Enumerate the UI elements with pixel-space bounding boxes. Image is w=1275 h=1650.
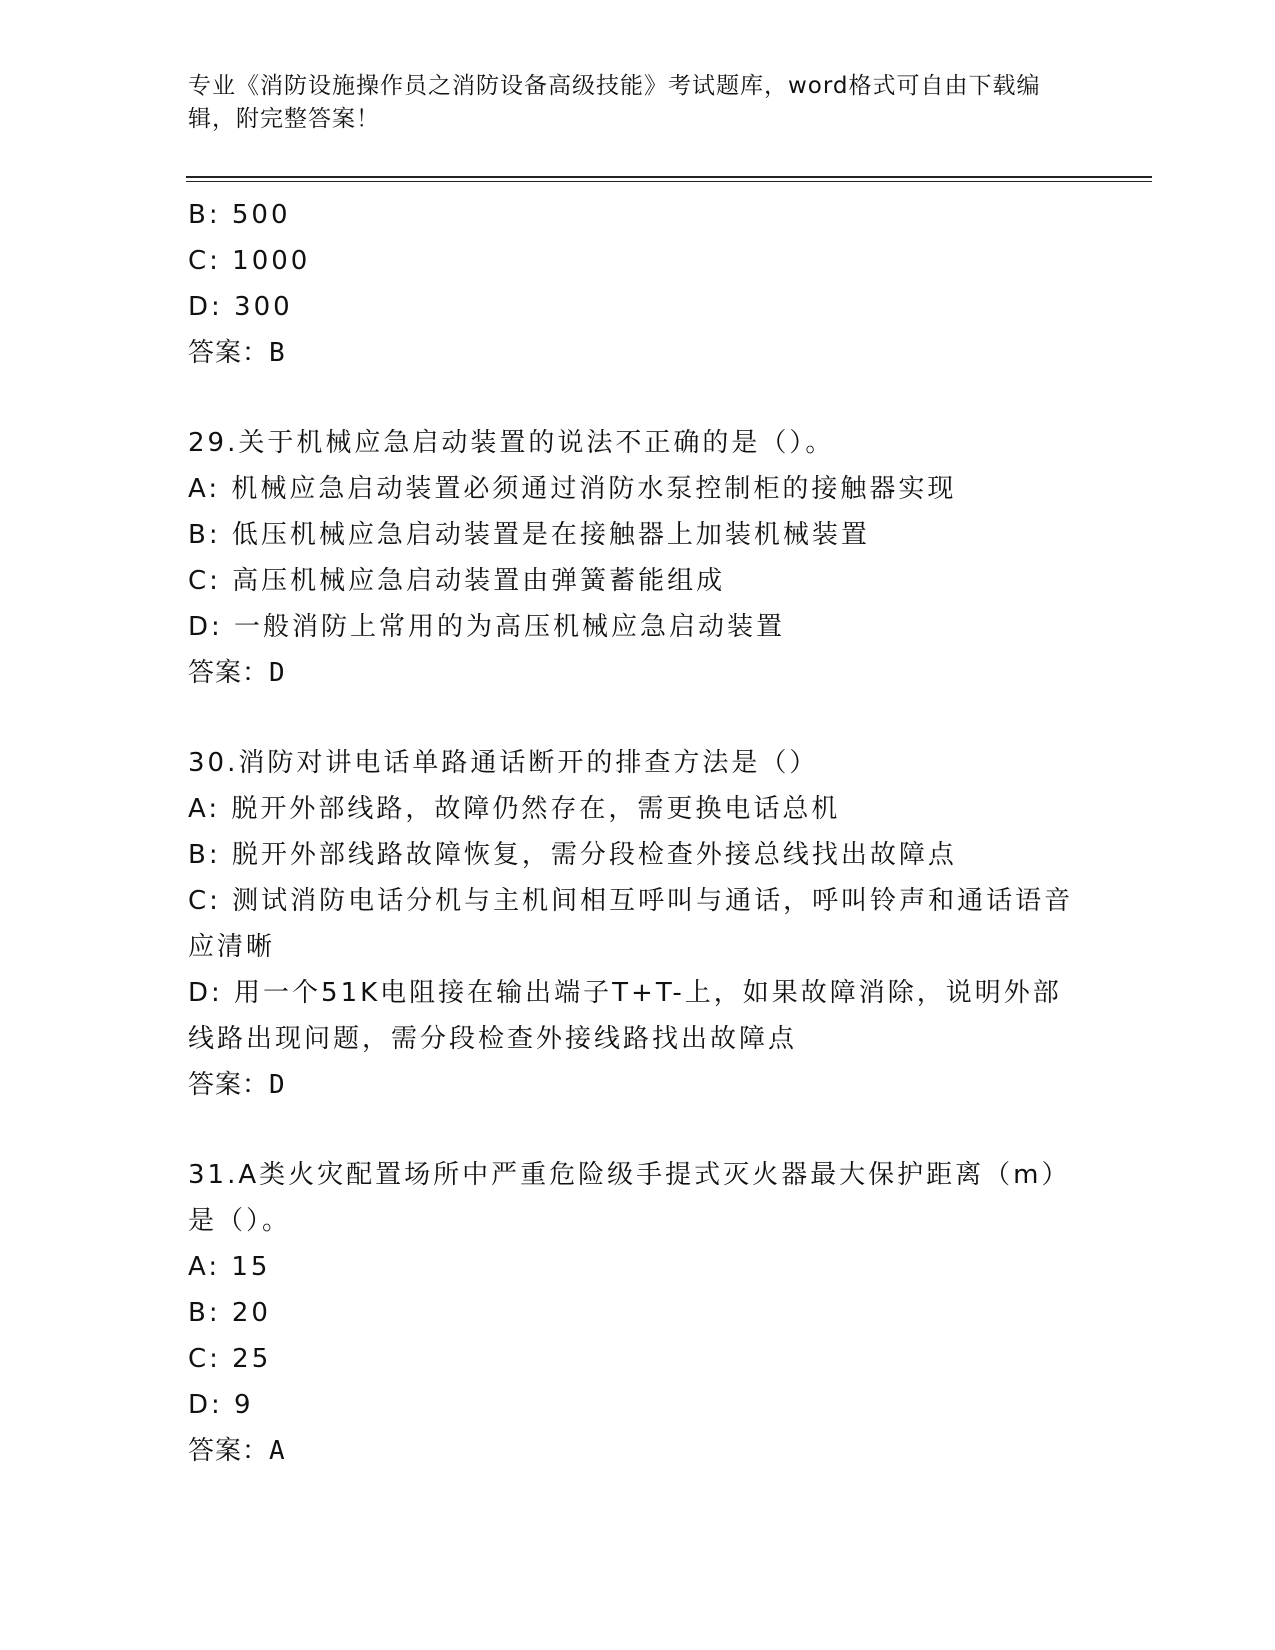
option-b: B: 20 (188, 1298, 271, 1328)
option-a: A: 脱开外部线路，故障仍然存在，需更换电话总机 (188, 794, 841, 824)
answer-line (188, 1428, 1088, 1474)
answer-value: B (269, 338, 286, 368)
option-d: D: 一般消防上常用的为高压机械应急启动装置 (188, 612, 786, 642)
question-list (188, 192, 1088, 1474)
option-a: A: 机械应急启动装置必须通过消防水泵控制柜的接触器实现 (188, 474, 957, 504)
question-29 (188, 420, 1088, 696)
spacer (188, 376, 1088, 420)
option-c: C: 测试消防电话分机与主机间相互呼叫与通话，呼叫铃声和通话语音应清晰 (188, 886, 1074, 962)
question-30 (188, 740, 1088, 1108)
question-31 (188, 1152, 1088, 1474)
header-text: 专业《消防设施操作员之消防设备高级技能》考试题库，word格式可自由下载编辑，附完整答案！ (188, 73, 1041, 132)
question-28-continued (188, 192, 1088, 376)
answer-label: 答案： (188, 338, 270, 368)
answer-value: A (269, 1436, 286, 1466)
option-b: B: 500 (188, 200, 291, 230)
answer-line (188, 650, 1088, 696)
option-b: B: 低压机械应急启动装置是在接触器上加装机械装置 (188, 520, 870, 550)
answer-line (188, 330, 1088, 376)
question-stem: 30.消防对讲电话单路通话断开的排查方法是（） (188, 748, 819, 778)
answer-label: 答案： (188, 658, 270, 688)
header-divider-thick (186, 176, 1152, 178)
answer-label: 答案： (188, 1070, 270, 1100)
option-d: D: 用一个51K电阻接在输出端子T+T-上，如果故障消除，说明外部线路出现问题，需分段检查外接线路找出故障点 (188, 978, 1062, 1054)
spacer (188, 696, 1088, 740)
option-c: C: 高压机械应急启动装置由弹簧蓄能组成 (188, 566, 726, 596)
answer-label: 答案： (188, 1436, 270, 1466)
header-divider-thin (186, 181, 1152, 182)
option-c: C: 1000 (188, 246, 311, 276)
answer-value: D (269, 658, 286, 688)
answer-value: D (269, 1070, 286, 1100)
question-stem: 31.A类火灾配置场所中严重危险级手提式灭火器最大保护距离（m）是（）。 (188, 1160, 1071, 1236)
option-d: D: 300 (188, 292, 293, 322)
answer-line (188, 1062, 1088, 1108)
question-stem: 29.关于机械应急启动装置的说法不正确的是（）。 (188, 428, 835, 458)
option-b: B: 脱开外部线路故障恢复，需分段检查外接总线找出故障点 (188, 840, 957, 870)
option-a: A: 15 (188, 1252, 271, 1282)
document-header (188, 70, 1068, 136)
option-d: D: 9 (188, 1390, 254, 1420)
option-c: C: 25 (188, 1344, 272, 1374)
spacer (188, 1108, 1088, 1152)
